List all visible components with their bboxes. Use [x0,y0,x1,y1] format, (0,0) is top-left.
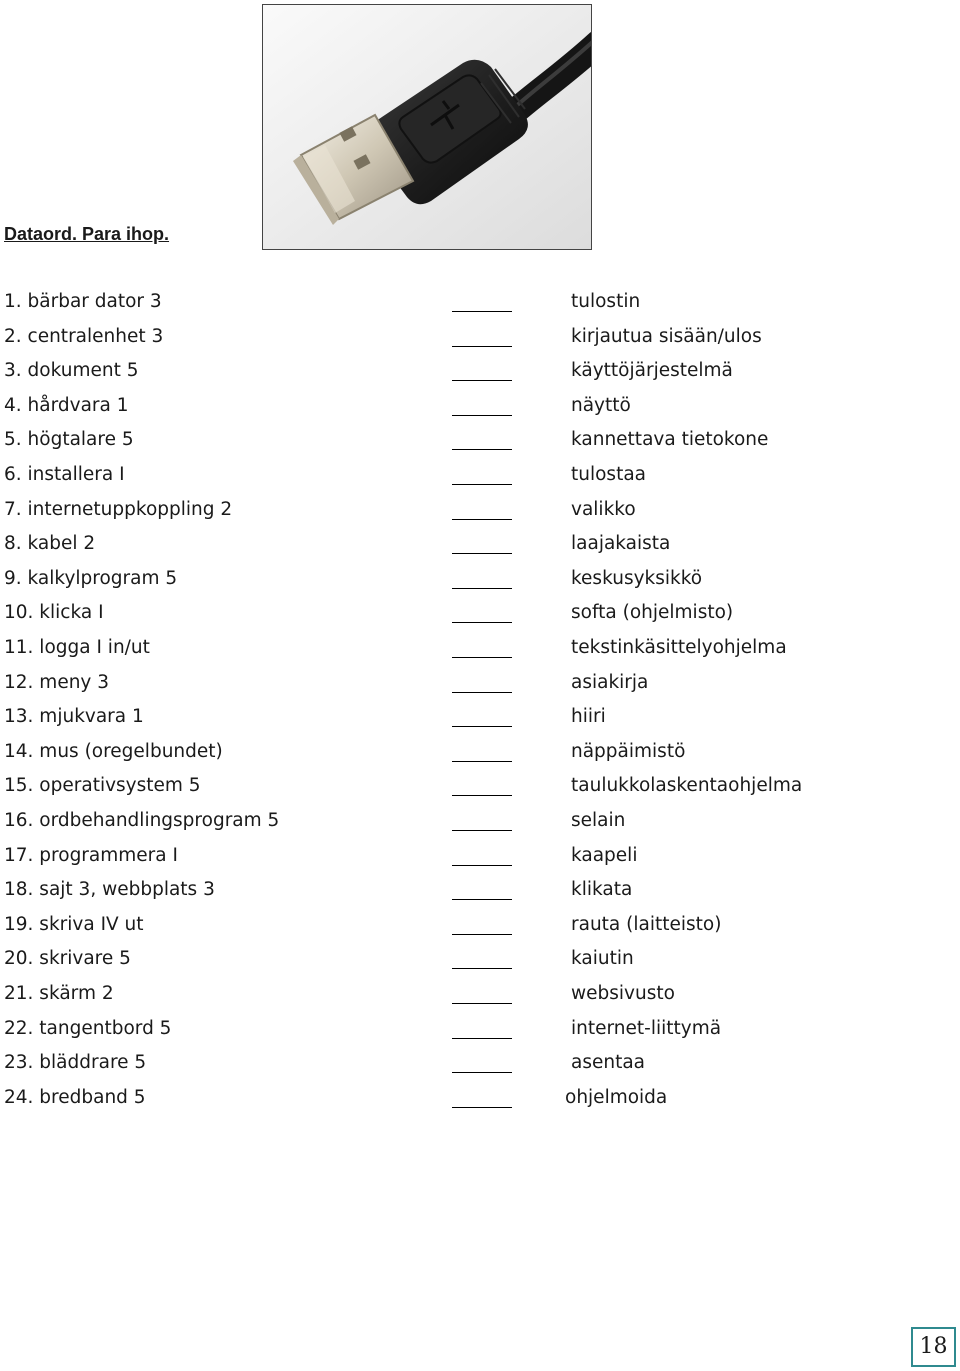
swedish-word: 8. kabel 2 [4,533,96,555]
list-item [0,395,960,429]
finnish-word: kaapeli [571,844,638,866]
finnish-word: kaiutin [571,948,634,970]
list-item [0,948,960,982]
finnish-word: valikko [571,498,636,520]
list-item [0,568,960,602]
list-item [0,533,960,567]
finnish-word: asentaa [571,1052,646,1074]
list-item [0,499,960,533]
list-item [0,879,960,913]
list-item [0,775,960,809]
answer-blank[interactable] [452,830,512,831]
finnish-word: hiiri [571,706,606,728]
answer-blank[interactable] [452,899,512,900]
swedish-word: 2. centralenhet 3 [4,325,164,347]
finnish-word: rauta (laitteisto) [571,913,722,935]
answer-blank[interactable] [452,588,512,589]
swedish-word: 14. mus (oregelbundet) [4,740,223,762]
swedish-word: 9. kalkylprogram 5 [4,567,178,589]
list-item [0,1052,960,1086]
answer-blank[interactable] [452,553,512,554]
list-item [0,741,960,775]
swedish-word: 4. hårdvara 1 [4,394,129,416]
finnish-word: näyttö [571,394,631,416]
list-item [0,672,960,706]
finnish-word: tekstinkäsittelyohjelma [571,637,787,658]
finnish-word: keskusyksikkö [571,567,703,589]
finnish-word: internet-liittymä [571,1017,722,1039]
finnish-word: klikata [571,879,633,901]
finnish-word: taulukkolaskentaohjelma [571,775,803,797]
swedish-word: 6. installera I [4,464,125,485]
finnish-word: softa (ohjelmisto) [571,602,734,624]
swedish-word: 13. mjukvara 1 [4,706,144,728]
answer-blank[interactable] [452,380,512,381]
swedish-word: 17. programmera I [4,844,178,866]
finnish-word: käyttöjärjestelmä [571,360,733,382]
answer-blank[interactable] [452,484,512,485]
swedish-word: 23. bläddrare 5 [4,1052,147,1074]
list-item [0,706,960,740]
swedish-word: 12. meny 3 [4,671,110,693]
page-number: 18 [911,1327,956,1367]
finnish-word: näppäimistö [571,740,686,762]
list-item [0,360,960,394]
page-title: Dataord. Para ihop. [4,224,170,244]
swedish-word: 18. sajt 3, webbplats 3 [4,879,215,901]
answer-blank[interactable] [452,1072,512,1073]
answer-blank[interactable] [452,934,512,935]
list-item [0,602,960,636]
swedish-word: 20. skrivare 5 [4,948,131,970]
answer-blank[interactable] [452,622,512,623]
answer-blank[interactable] [452,865,512,866]
usb-cable-icon [263,5,592,250]
list-item [0,845,960,879]
swedish-word: 3. dokument 5 [4,360,139,382]
answer-blank[interactable] [452,449,512,450]
list-item [0,1087,960,1121]
list-item [0,637,960,671]
answer-blank[interactable] [452,1107,512,1108]
list-item [0,464,960,498]
list-item [0,1018,960,1052]
finnish-word: kannettava tietokone [571,429,769,451]
finnish-word: selain [571,810,626,831]
swedish-word: 21. skärm 2 [4,983,114,1004]
answer-blank[interactable] [452,311,512,312]
finnish-word: tulostaa [571,464,647,485]
answer-blank[interactable] [452,519,512,520]
finnish-word: laajakaista [571,533,671,555]
swedish-word: 24. bredband 5 [4,1086,146,1108]
list-item [0,326,960,360]
swedish-word: 11. logga I in/ut [4,637,150,658]
swedish-word: 16. ordbehandlingsprogram 5 [4,810,280,831]
answer-blank[interactable] [452,415,512,416]
answer-blank[interactable] [452,726,512,727]
usb-plug-photo [262,4,592,250]
answer-blank[interactable] [452,692,512,693]
swedish-word: 1. bärbar dator 3 [4,291,162,312]
list-item [0,429,960,463]
list-item [0,914,960,948]
swedish-word: 7. internetuppkoppling 2 [4,498,233,520]
swedish-word: 5. högtalare 5 [4,429,134,451]
finnish-word: tulostin [571,291,641,312]
finnish-word: websivusto [571,983,675,1004]
swedish-word: 10. klicka I [4,602,104,624]
finnish-word: kirjautua sisään/ulos [571,325,762,347]
finnish-word: ohjelmoida [565,1086,668,1108]
answer-blank[interactable] [452,346,512,347]
swedish-word: 22. tangentbord 5 [4,1017,172,1039]
answer-blank[interactable] [452,1003,512,1004]
swedish-word: 15. operativsystem 5 [4,775,201,797]
answer-blank[interactable] [452,657,512,658]
answer-blank[interactable] [452,968,512,969]
list-item [0,983,960,1017]
list-item [0,810,960,844]
list-item [0,291,960,325]
answer-blank[interactable] [452,795,512,796]
finnish-word: asiakirja [571,671,649,693]
answer-blank[interactable] [452,1038,512,1039]
swedish-word: 19. skriva IV ut [4,913,144,935]
answer-blank[interactable] [452,761,512,762]
